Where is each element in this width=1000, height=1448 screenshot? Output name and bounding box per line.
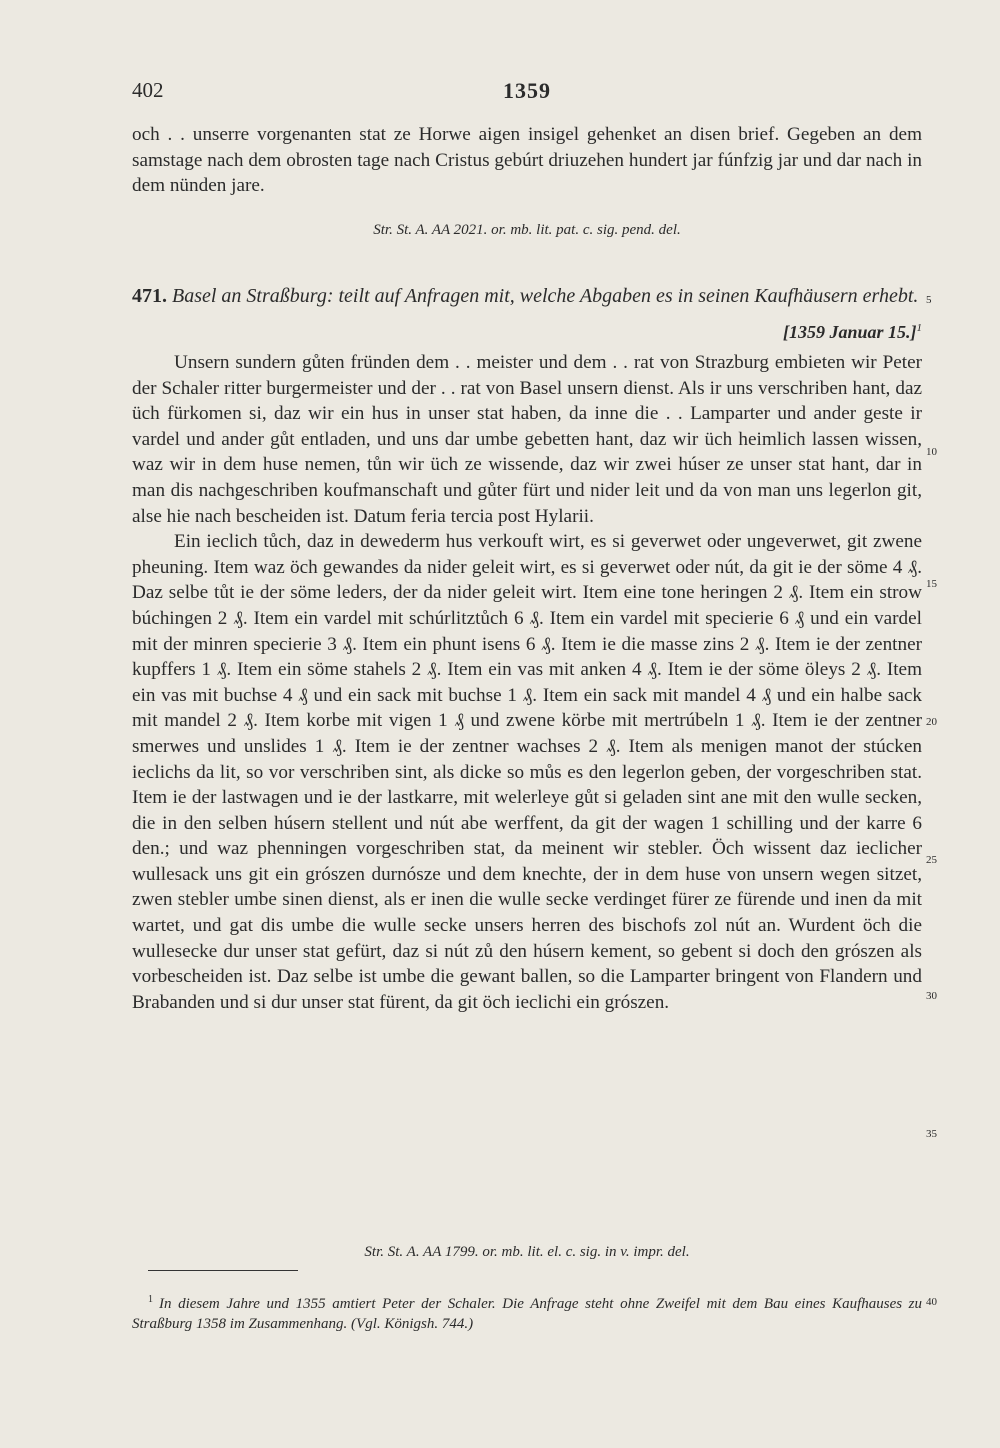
footnote-divider bbox=[148, 1270, 298, 1271]
line-number: 10 bbox=[926, 446, 937, 458]
line-number: 15 bbox=[926, 578, 937, 590]
line-number: 25 bbox=[926, 854, 937, 866]
running-year: 1359 bbox=[503, 78, 551, 103]
line-number: 35 bbox=[926, 1128, 937, 1140]
line-number: 30 bbox=[926, 990, 937, 1002]
top-text: och . . unserre vorgenanten stat ze Horwe aigen insigel gehenket an disen brief. Gegeben an dem samstage nach dem obrosten tage nach Cristus gebúrt driuzehen hundert jar fúnfzig jar und dar nach in dem nünden jare. bbox=[132, 124, 922, 197]
line-number: 20 bbox=[926, 716, 937, 728]
top-source: Str. St. A. AA 2021. or. mb. lit. pat. c. sig. pend. del. bbox=[373, 222, 681, 238]
document-heading bbox=[132, 283, 922, 309]
line-number: 5 bbox=[926, 294, 932, 306]
paragraph-1: Unsern sundern gůten fründen dem . . meister und dem . . rat von Strazburg embieten wir Peter der Schaler ritter burgermeister und der . . rat von Basel unsern dienst. Als ir uns verschriben hant, daz üch fürkomen si, daz wir ein hus in unser stat haben, da inne die . . Lamparter und ander geste ir vardel und ander gůt entladen, und uns dar umbe gebetten hant, daz wir üch heimlich lassen wissen, waz wir in dem huse nemen, tůn wir üch ze wissende, daz wir zwei húser ze unser stat hant, dar in man dis nachgeschriben koufmanschaft und gůter fürt und nider leit und da von man uns legerlon git, alse hie nach bescheiden ist. Datum feria tercia post Hylarii. bbox=[132, 352, 922, 527]
date-footnote-ref: 1 bbox=[916, 322, 922, 334]
footnote-text: In diesem Jahre und 1355 amtiert Peter der Schaler. Die Anfrage steht ohne Zweifel mit dem Bau eines Kaufhauses zu Straßburg 1358 im Zusammenhang. (Vgl. Königsh. 744.) bbox=[132, 1296, 922, 1332]
page-number: 402 bbox=[132, 78, 164, 102]
top-text-block bbox=[132, 122, 922, 199]
document-number: 471. bbox=[132, 285, 167, 307]
footnote bbox=[132, 1290, 922, 1334]
paragraph-2: Ein ieclich tůch, daz in dewederm hus verkouft wirt, es si geverwet oder ungeverwet, git zwene pheuning. Item waz öch gewandes da nider geleit wirt, es si geverwet oder nút, da git ie der söme 4 ₰. Daz selbe tůt ie der söme leders, der da nider geleit wirt. Item eine tone heringen 2 ₰. Item ein strow búchingen 2 ₰. Item ein vardel mit schúrlitztůch 6 ₰. Item ein vardel mit specierie 6 ₰ und ein vardel mit der minren specierie 3 ₰. Item ein phunt isens 6 ₰. Item ie die masse zins 2 ₰. Item ie der zentner kupffers 1 ₰. Item ein söme stahels 2 ₰. Item ein vas mit anken 4 ₰. Item ie der söme öleys 2 ₰. Item ein vas mit buchse 4 ₰ und ein sack mit buchse 1 ₰. Item ein sack mit mandel 4 ₰ und ein halbe sack mit mandel 2 ₰. Item korbe mit vigen 1 ₰ und zwene körbe mit mertrúbeln 1 ₰. Item ie der zentner smerwes und unslides 1 ₰. Item ie der zentner wachses 2 ₰. Item als menigen manot der stúcken ieclichs da lit, so vor verschriben sint, als dicke so můs es den legerlon geben, der vorgeschriben stat. Item ie der lastwagen und ie der lastkarre, mit welerleye gůt si geladen sint ane mit den wulle secken, die in den selben húsern stellent und nút abe werffent, da git der wagen 1 schilling und der karre 6 den.; und waz phenningen vorgeschriben stat, da meinent wir stebler. Öch wissent daz ieclicher wullesack uns git ein grószen durnósze und dem knechte, der in dem huse von unsern wegen sitzet, zwen stebler umbe sinen dienst, als er inen die wulle secke verdinget fürer ze fürende und inen da mit wartet, und gat dis umbe die wulle secke unsers herren des bischofs zol nút an. Wurdent öch die wullesecke dur unser stat gefürt, daz si nút zů den húsern kement, so gebent si doch den grószen als vorbescheiden ist. Daz selbe ist umbe die gewant ballen, so die Lamparter bringent von Flandern und Brabanden und si dur unser stat fürent, da git öch ieclichi ein grószen. bbox=[132, 531, 922, 1013]
document-date: [1359 Januar 15.] bbox=[782, 322, 917, 342]
line-number: 40 bbox=[926, 1296, 937, 1308]
page-header bbox=[132, 78, 922, 108]
document-title: Basel an Straßburg: teilt auf Anfragen mit, welche Abgaben es in seinen Kaufhäusern erhebt. bbox=[172, 285, 919, 307]
footnote-mark: 1 bbox=[148, 1294, 153, 1305]
document-date-line bbox=[132, 316, 922, 346]
body-text bbox=[132, 350, 922, 1015]
bottom-source: Str. St. A. AA 1799. or. mb. lit. el. c. sig. in v. impr. del. bbox=[364, 1244, 690, 1260]
